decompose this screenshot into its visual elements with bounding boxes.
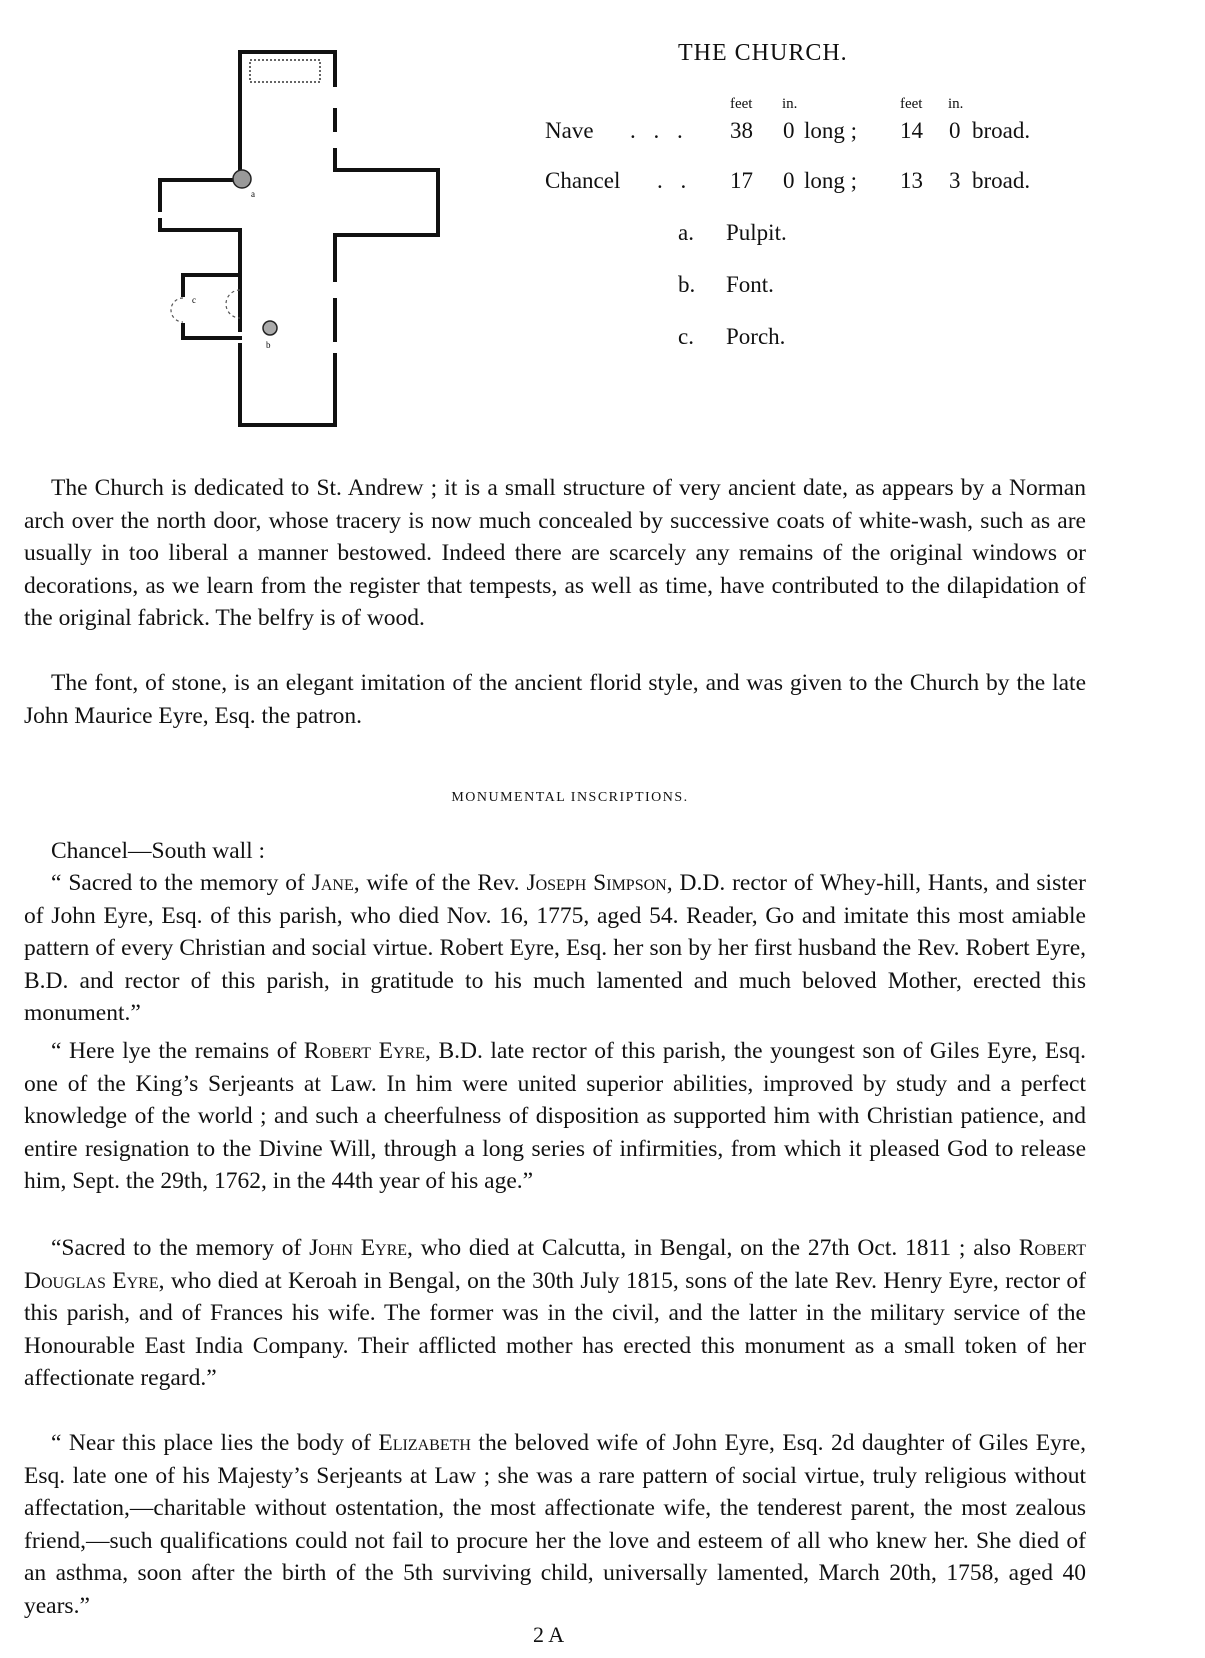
- inscription-text: the beloved wife of John Eyre, Esq. 2d daughter of Giles Eyre, Esq. late one of his Majesty’s Serjeants at Law ; she was a rare pattern of social virtue, truly religious without affectation,—charitable without ostentation, the most affectionate wife, the tenderest parent, the most zealous friend,—such qualifications could not fail to procure her the love and esteem of all who knew her. She died of an asthma, soon after the birth of the 5th surviving child, universally lamented, March 20th, 1758, aged 40 years.”: [24, 1430, 1087, 1619]
- altar-outline: [250, 60, 320, 82]
- col-in-2: in.: [948, 96, 964, 112]
- row-in-1: 0: [783, 118, 795, 143]
- church-ground-plan: [150, 40, 470, 460]
- inscription-text: , who died at Keroah in Bengal, on the 30th July 1815, sons of the late Rev. Henry Eyre, rector of this parish, and of Frances his wife. The former was in the civil, and the latter in the military service of the Honourable East India Company. Their afflicted mother has erected this monument as a small token of her affectionate regard.”: [24, 1267, 1086, 1391]
- row-name: Nave: [545, 118, 594, 143]
- inscription-text: , who died at Calcutta, in Bengal, on the 27th Oct. 1811 ; also: [407, 1235, 1019, 1261]
- description-paragraph-1: The Church is dedicated to St. Andrew ; it is a small structure of very ancient date, as appears by a Norman arch over the north door, whose tracery is now much concealed by successive coats of white-wash, such as are usually in too liberal a manner bestowed. Indeed there are scarcely any remains of the original windows or decorations, as we learn from the register that tempests, as well as time, have contributed to the dilapidation of the original fabrick. The belfry is of wood.: [24, 475, 1086, 631]
- inscription-2: [24, 1035, 1086, 1198]
- row-feet-2: 14: [900, 118, 923, 143]
- inscription-name: Robert Eyre: [303, 1038, 425, 1064]
- row-feet-1: 38: [730, 118, 753, 143]
- inscription-text: “ Sacred to the memory of: [51, 870, 312, 896]
- key-label: Porch.: [726, 324, 786, 349]
- inscription-name: John Eyre: [309, 1235, 408, 1261]
- font-marker: [263, 321, 277, 335]
- inscription-name: Elizabeth: [378, 1430, 471, 1456]
- inscription-text: , B.D. late rector of this parish, the youngest son of Giles Eyre, Esq. one of the King’s Serjeants at Law. In him were united superior abilities, improved by study and a perfect knowledge of the world ; and such a cheerfulness of disposition as supported him with Christian patience, and entire resignation to the Divine Will, through a long series of infirmities, from which it pleased God to release him, Sept. the 29th, 1762, in the 44th year of his age.”: [24, 1038, 1086, 1194]
- description-paragraph-2: The font, of stone, is an elegant imitation of the ancient florid style, and was given to the Church by the late John Maurice Eyre, Esq. the patron.: [24, 670, 1086, 729]
- row-dots: . .: [657, 168, 693, 193]
- page-signature: 2 A: [533, 1622, 565, 1647]
- inscription-name: Robert Douglas Eyre: [24, 1235, 1086, 1294]
- inscription-1: [24, 867, 1086, 1030]
- row-unit-2: broad.: [972, 118, 1031, 143]
- row-unit-1: long ;: [804, 168, 858, 193]
- church-title: THE CHURCH.: [678, 40, 848, 66]
- row-in-1: 0: [783, 168, 795, 193]
- row-in-2: 3: [949, 168, 961, 193]
- inscriptions-heading: MONUMENTAL INSCRIPTIONS.: [451, 790, 689, 805]
- row-feet-1: 17: [730, 168, 753, 193]
- inscription-3: [24, 1232, 1086, 1395]
- inscription-text: “ Here lye the remains of: [51, 1038, 304, 1064]
- row-feet-2: 13: [900, 168, 923, 193]
- key-letter: a.: [678, 220, 694, 245]
- col-feet-1: feet: [730, 96, 753, 112]
- plan-label-b: b: [266, 340, 271, 350]
- row-in-2: 0: [949, 118, 961, 143]
- inscription-4: [24, 1427, 1086, 1622]
- plan-walls: [160, 52, 438, 425]
- key-letter: c.: [678, 324, 694, 349]
- inscription-name: Joseph Simpson: [526, 870, 667, 896]
- inscription-text: “Sacred to the memory of: [51, 1235, 310, 1261]
- row-unit-1: long ;: [804, 118, 858, 143]
- key-letter: b.: [678, 272, 696, 297]
- row-unit-2: broad.: [972, 168, 1031, 193]
- inscription-text: “ Near this place lies the body of: [51, 1430, 379, 1456]
- col-feet-2: feet: [900, 96, 923, 112]
- key-label: Pulpit.: [726, 220, 787, 245]
- inscription-name: Jane: [311, 870, 354, 896]
- key-label: Font.: [726, 272, 774, 297]
- row-name: Chancel: [545, 168, 621, 193]
- plan-label-a: a: [251, 189, 255, 199]
- pulpit-marker: [233, 170, 251, 188]
- inscription-text: , wife of the Rev.: [353, 870, 527, 896]
- col-in-1: in.: [782, 96, 798, 112]
- inscriptions-location: Chancel—South wall :: [51, 838, 266, 864]
- inscription-text: , D.D. rector of Whey-hill, Hants, and sister of John Eyre, Esq. of this parish, who died Nov. 16, 1775, aged 54. Reader, Go and imitate this most amiable pattern of every Christian and social virtue. Robert Eyre, Esq. her son by her first husband the Rev. Robert Eyre, B.D. and rector of this parish, in gratitude to his much lamented and much beloved Mother, erected this monument.”: [24, 870, 1086, 1026]
- plan-label-c: c: [192, 295, 196, 305]
- porch-door-outer: [171, 298, 183, 322]
- porch-door-inner: [226, 290, 240, 318]
- row-dots: . . .: [630, 118, 689, 143]
